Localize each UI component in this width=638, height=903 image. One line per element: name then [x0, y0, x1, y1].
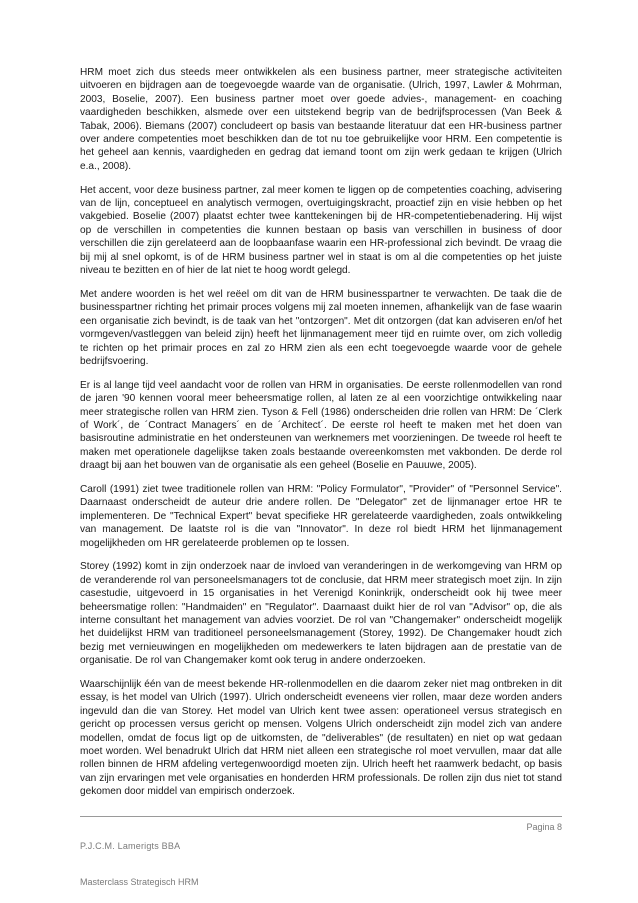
document-title: Masterclass Strategisch HRM	[80, 877, 199, 887]
footer-divider	[80, 816, 562, 817]
paragraph: HRM moet zich dus steeds meer ontwikkelen als een business partner, meer strategische activiteiten uitvoeren en bijdragen aan de toegevoegde waarde van de organisatie. (Ulrich, 1997, Lawler & Mohrman, 2003, Boselie, 2007). Een business partner moet over goede advies-, management- en coaching vaardigheden beschikken, alsmede over een uitstekend begrip van de bedrijfsprocessen (Van Beek & Tabak, 2006). Biemans (2007) concludeert op basis van bestaande literatuur dat een HR-business partner over andere competenties moet beschikken dan de tot nu toe gebruikelijke voor HRM. Een competentie is het geheel aan kennis, vaardigheden en gedrag dat iemand toont om zijn werk gedaan te krijgen (Ulrich e.a., 2008).	[80, 67, 562, 172]
paragraph: Het accent, voor deze business partner, zal meer komen te liggen op de competenties coaching, advisering van de lijn, conceptueel en analytisch vermogen, overtuigingskracht, proactief zijn en visie hebben op het vakgebied. Boselie (2007) plaatst echter twee kanttekeningen bij de HR-competentiebenadering. Hij wijst op de verschillen in competenties die kunnen bestaan op basis van verschillen in business of door verschillen die zijn gerelateerd aan de loopbaanfase waarin een HR-professional zich bevindt. De vraag die bij mij al snel opkomt, is of de HRM business partner wel in staat is om al die competenties op het juiste niveau te bezitten en of hier de lat niet te hoog wordt gelegd.	[80, 184, 562, 277]
footer-author: P.J.C.M. Lamerigts BBA	[80, 841, 181, 851]
paragraph: Met andere woorden is het wel reëel om dit van de HRM businesspartner te verwachten. De taak die de businesspartner richting het primair proces volgens mij zal moeten innemen, afhankelijk van de fase waarin een organisatie zich bevindt, is de taak van het "ontzorgen". Met dit ontzorgen (dat kan adviseren en/of het vormgeven/vastleggen van beleid zijn) heeft het lijnmanagement meer tijd en ruimte over, om zich volledig te richten op het primair proces en zal zo HRM zien als een echt toegevoegde waarde voor de gehele bedrijfsvoering.	[80, 288, 562, 367]
page-number: Pagina 8	[526, 822, 562, 832]
paragraph: Storey (1992) komt in zijn onderzoek naar de invloed van veranderingen in de werkomgeving van HRM op de veranderende rol van personeelsmanagers tot de conclusie, dat HRM meer strategisch moet zijn. In zijn casestudie, uitgevoerd in 15 organisaties in het Verenigd Koninkrijk, onderscheidt ook hij twee meer beheersmatige rollen: "Handmaiden" en "Regulator". Daarnaast duikt hier de rol van "Advisor" op, die als interne consultant het management van advies voorziet. De rol van "Changemaker" onderscheidt mogelijk het duidelijkst HRM van traditioneel personeelsmanagement (Storey, 1992). De Changemaker houdt zich bezig met vernieuwingen en mogelijkheden om medewerkers te laten bijdragen aan de prestatie van de organisatie. De rol van Changemaker komt ook terug in andere onderzoeken.	[80, 561, 562, 667]
paragraph: Er is al lange tijd veel aandacht voor de rollen van HRM in organisaties. De eerste rollenmodellen van rond de jaren '90 kennen vooral meer beheersmatige rollen, al laten ze al een voorzichtige ontwikkeling naar meer strategische rollen van HRM zien. Tyson & Fell (1986) onderscheiden drie rollen van HRM: De ´Clerk of Work´, de ´Contract Managers´ en de ´Architect´. De eerste rol heeft te maken met het doen van basisroutine administratie en het ondersteunen van werknemers met voorzieningen. De tweede rol heeft te maken met operationele dagelijkse taken zoals bestaande overeenkomsten met vakbonden. De derde rol draagt bij aan het bouwen van de organisatie als een geheel (Boselie en Pauuwe, 2005).	[80, 379, 562, 472]
paragraph: Waarschijnlijk één van de meest bekende HR-rollenmodellen en die daarom zeker niet mag ontbreken in dit essay, is het model van Ulrich (1997). Ulrich onderscheidt eveneens vier rollen, maar deze worden anders ingevuld dan die van Storey. Het model van Ulrich kent twee assen: operationeel versus strategisch en gericht op processen versus gericht op mensen. Volgens Ulrich onderscheidt zijn model zich van andere modellen, omdat de focus ligt op de uitkomsten, de "deliverables" (de resultaten) en niet op wat gedaan moet worden. Wel benadrukt Ulrich dat HRM niet alleen een strategische rol moet vervullen, maar dat alle rollen binnen de HRM afdeling vertegenwoordigd moeten zijn. Ulrich heeft het raamwerk bedacht, op basis van zijn ervaringen met vele organisaties en honderden HRM professionals. De rollen zijn dus niet tot stand gekomen door middel van empirisch onderzoek.	[80, 679, 562, 798]
paragraph: Caroll (1991) ziet twee traditionele rollen van HRM: "Policy Formulator", "Provider" of "Personnel Service". Daarnaast onderscheidt de auteur drie andere rollen. De "Delegator" zet de lijnmanager ertoe HR te implementeren. De "Technical Expert" bevat specifieke HR gerelateerde vaardigheden, zoals ontwikkeling van management. De laatste rol is die van "Innovator". In deze rol biedt HRM het lijnmanagement mogelijkheden om HR gerelateerde problemen op te lossen.	[80, 483, 562, 549]
body-text	[80, 66, 562, 809]
